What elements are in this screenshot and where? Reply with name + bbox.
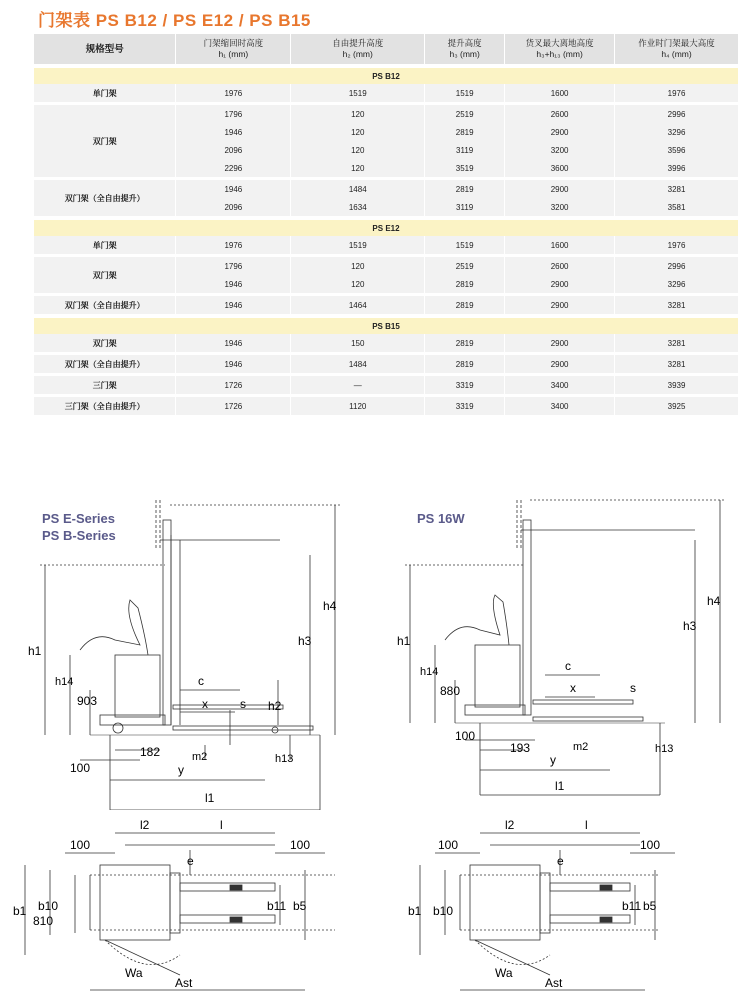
table-cell: 2819 <box>425 180 505 198</box>
table-cell: 2819 <box>425 296 505 314</box>
mast-type-label: 双门架（全自由提升） <box>34 355 176 373</box>
column-header <box>176 34 291 64</box>
dim-l1-r: l1 <box>555 779 565 793</box>
table-cell: 3581 <box>615 198 739 216</box>
dim-b10-r: b10 <box>433 904 454 918</box>
table-cell: 2900 <box>505 123 615 141</box>
table-row <box>34 257 739 275</box>
dim-m2: m2 <box>192 751 208 763</box>
table-cell: 2819 <box>425 355 505 373</box>
column-header-title: 货叉最大离地高度 <box>525 38 594 48</box>
mast-table <box>34 34 739 415</box>
dim-b5: b5 <box>293 899 307 913</box>
dim-c-r: c <box>565 659 571 673</box>
dim-b10: b10 <box>38 899 59 913</box>
column-header <box>291 34 425 64</box>
page-title: 门架表 PS B12 / PS E12 / PS B15 <box>38 11 311 30</box>
dim-l: l <box>220 818 223 832</box>
table-cell: 1726 <box>176 397 291 415</box>
dim-100-r: 100 <box>455 729 476 743</box>
dim-h1: h1 <box>28 644 42 658</box>
mast-type-label: 单门架 <box>34 236 176 254</box>
table-cell: 3400 <box>505 376 615 394</box>
column-header-unit: h₁ (mm) <box>218 49 249 59</box>
dim-100: 100 <box>70 761 91 775</box>
dim-s-r: s <box>630 681 636 695</box>
table-cell: 1519 <box>425 236 505 254</box>
table-cell: 1484 <box>291 355 425 373</box>
table-cell: — <box>291 376 425 394</box>
table-cell: 3400 <box>505 397 615 415</box>
table-cell: 2600 <box>505 257 615 275</box>
table-cell: 3319 <box>425 397 505 415</box>
table-cell: 1519 <box>291 236 425 254</box>
table-row <box>34 236 739 254</box>
column-header-unit: h₂ (mm) <box>342 49 373 59</box>
column-header-title: 自由提升高度 <box>332 38 384 48</box>
table-cell: 2096 <box>176 141 291 159</box>
dim-h14-r: h14 <box>420 666 439 678</box>
plan-view-right-svg <box>400 815 730 1001</box>
table-cell: 2996 <box>615 105 739 123</box>
side-view-diagram-right <box>395 490 745 800</box>
column-header <box>505 34 615 64</box>
table-cell: 3939 <box>615 376 739 394</box>
column-header-unit: h₄ (mm) <box>661 49 692 59</box>
mast-type-label: 双门架 <box>34 105 176 177</box>
dim-880: 880 <box>440 684 461 698</box>
dim-h14: h14 <box>55 676 74 688</box>
table-cell: 1634 <box>291 198 425 216</box>
dim-h1-r: h1 <box>397 634 411 648</box>
table-cell: 2900 <box>505 355 615 373</box>
table-row <box>34 397 739 415</box>
mast-type-label: 双门架 <box>34 334 176 352</box>
table-cell: 1600 <box>505 236 615 254</box>
table-row <box>34 334 739 352</box>
table-cell: 2819 <box>425 123 505 141</box>
table-cell: 3519 <box>425 159 505 177</box>
dim-l2: l2 <box>140 818 150 832</box>
dim-y: y <box>178 763 184 777</box>
table-cell: 3996 <box>615 159 739 177</box>
table-cell: 1464 <box>291 296 425 314</box>
dim-l2-r: l2 <box>505 818 515 832</box>
mast-type-label: 三门架（全自由提升） <box>34 397 176 415</box>
dim-h4: h4 <box>323 599 337 613</box>
table-cell: 1484 <box>291 180 425 198</box>
table-cell: 2996 <box>615 257 739 275</box>
mast-table-body <box>34 34 739 415</box>
table-cell: 1976 <box>615 236 739 254</box>
series-label-e: PS E-Series <box>42 511 115 526</box>
dim-100-plan-a-r: 100 <box>438 838 459 852</box>
table-cell: 120 <box>291 105 425 123</box>
table-cell: 2519 <box>425 257 505 275</box>
dim-wa-r: Wa <box>495 966 513 980</box>
table-cell: 2600 <box>505 105 615 123</box>
series-label-16w: PS 16W <box>417 511 465 526</box>
dim-h3: h3 <box>298 634 312 648</box>
table-cell: 3281 <box>615 180 739 198</box>
table-cell: 1796 <box>176 105 291 123</box>
dim-810: 810 <box>33 914 54 928</box>
table-row <box>34 376 739 394</box>
column-header-title: 门架缩回时高度 <box>203 38 264 48</box>
dim-b1: b1 <box>13 904 27 918</box>
dim-x: x <box>202 697 208 711</box>
table-row <box>34 355 739 373</box>
dim-b5-r: b5 <box>643 899 657 913</box>
table-row <box>34 296 739 314</box>
table-cell: 2819 <box>425 334 505 352</box>
table-cell: 3281 <box>615 355 739 373</box>
dim-e: e <box>187 854 194 868</box>
dim-l1: l1 <box>205 791 215 805</box>
dim-e-r: e <box>557 854 564 868</box>
table-cell: 3296 <box>615 123 739 141</box>
table-cell: 3296 <box>615 275 739 293</box>
series-label-b: PS B-Series <box>42 528 116 543</box>
dim-ast: Ast <box>175 976 193 990</box>
column-header-unit: h₃+h₁₃ (mm) <box>536 49 583 59</box>
table-cell: 1726 <box>176 376 291 394</box>
dim-100-plan-b: 100 <box>290 838 311 852</box>
table-cell: 2900 <box>505 275 615 293</box>
table-cell: 1976 <box>176 236 291 254</box>
dim-h2: h2 <box>268 699 282 713</box>
side-view-left-svg <box>20 490 360 810</box>
table-cell: 3281 <box>615 296 739 314</box>
table-cell: 120 <box>291 141 425 159</box>
column-header-unit: h₃ (mm) <box>449 49 480 59</box>
dim-m2-r: m2 <box>573 741 589 753</box>
mast-type-label: 双门架（全自由提升） <box>34 296 176 314</box>
dim-ast-r: Ast <box>545 976 563 990</box>
table-cell: 120 <box>291 257 425 275</box>
table-cell: 2900 <box>505 334 615 352</box>
table-cell: 3119 <box>425 198 505 216</box>
section-name: PS B12 <box>34 68 739 84</box>
table-cell: 3119 <box>425 141 505 159</box>
section-name: PS E12 <box>34 220 739 236</box>
table-cell: 3281 <box>615 334 739 352</box>
table-cell: 3200 <box>505 198 615 216</box>
dim-y-r: y <box>550 753 556 767</box>
side-view-diagram-left <box>20 490 360 810</box>
table-cell: 1946 <box>176 296 291 314</box>
section-header-row <box>34 318 739 334</box>
table-row <box>34 105 739 123</box>
table-cell: 2900 <box>505 180 615 198</box>
column-header <box>615 34 739 64</box>
dim-h13-r: h13 <box>655 743 674 755</box>
table-cell: 1946 <box>176 180 291 198</box>
mast-type-label: 双门架（全自由提升） <box>34 180 176 216</box>
table-cell: 1976 <box>615 84 739 102</box>
dim-193: 193 <box>510 741 531 755</box>
table-cell: 120 <box>291 275 425 293</box>
table-cell: 150 <box>291 334 425 352</box>
section-header-row <box>34 220 739 236</box>
table-cell: 3600 <box>505 159 615 177</box>
dim-h13: h13 <box>275 753 294 765</box>
table-cell: 1796 <box>176 257 291 275</box>
dim-c: c <box>198 674 204 688</box>
table-cell: 3596 <box>615 141 739 159</box>
dim-903: 903 <box>77 694 98 708</box>
column-header <box>425 34 505 64</box>
table-cell: 1946 <box>176 275 291 293</box>
table-cell: 3200 <box>505 141 615 159</box>
table-cell: 1600 <box>505 84 615 102</box>
plan-view-diagram-left <box>5 815 335 1001</box>
dim-h4-r: h4 <box>707 594 721 608</box>
table-cell: 2096 <box>176 198 291 216</box>
table-cell: 2519 <box>425 105 505 123</box>
table-cell: 1519 <box>291 84 425 102</box>
dim-b11: b11 <box>267 899 287 913</box>
table-cell: 2900 <box>505 296 615 314</box>
table-row <box>34 84 739 102</box>
mast-type-label: 三门架 <box>34 376 176 394</box>
table-cell: 1976 <box>176 84 291 102</box>
dim-h3-r: h3 <box>683 619 697 633</box>
dim-wa: Wa <box>125 966 143 980</box>
dim-b1-r: b1 <box>408 904 422 918</box>
side-view-right-svg <box>395 490 745 800</box>
plan-view-left-svg <box>5 815 335 1001</box>
table-cell: 120 <box>291 159 425 177</box>
table-cell: 3925 <box>615 397 739 415</box>
dim-b11-r: b11 <box>622 899 642 913</box>
column-header <box>34 34 176 64</box>
dim-100-plan-a: 100 <box>70 838 91 852</box>
table-cell: 2296 <box>176 159 291 177</box>
section-name: PS B15 <box>34 318 739 334</box>
dim-182: 182 <box>140 745 161 759</box>
table-cell: 2819 <box>425 275 505 293</box>
table-cell: 1946 <box>176 334 291 352</box>
table-cell: 3319 <box>425 376 505 394</box>
table-cell: 1946 <box>176 123 291 141</box>
column-header-title: 规格型号 <box>85 43 124 55</box>
column-header-title: 提升高度 <box>447 38 482 48</box>
dim-x-r: x <box>570 681 576 695</box>
mast-type-label: 双门架 <box>34 257 176 293</box>
table-header-row <box>34 34 739 64</box>
table-cell: 1120 <box>291 397 425 415</box>
mast-type-label: 单门架 <box>34 84 176 102</box>
table-cell: 120 <box>291 123 425 141</box>
table-cell: 1519 <box>425 84 505 102</box>
section-header-row <box>34 68 739 84</box>
table-row <box>34 180 739 198</box>
table-cell: 1946 <box>176 355 291 373</box>
column-header-title: 作业时门架最大高度 <box>638 38 715 48</box>
plan-view-diagram-right <box>400 815 730 1001</box>
title-bar <box>0 0 750 34</box>
dim-l-r: l <box>585 818 588 832</box>
dim-100-plan-b-r: 100 <box>640 838 661 852</box>
dim-s: s <box>240 697 246 711</box>
